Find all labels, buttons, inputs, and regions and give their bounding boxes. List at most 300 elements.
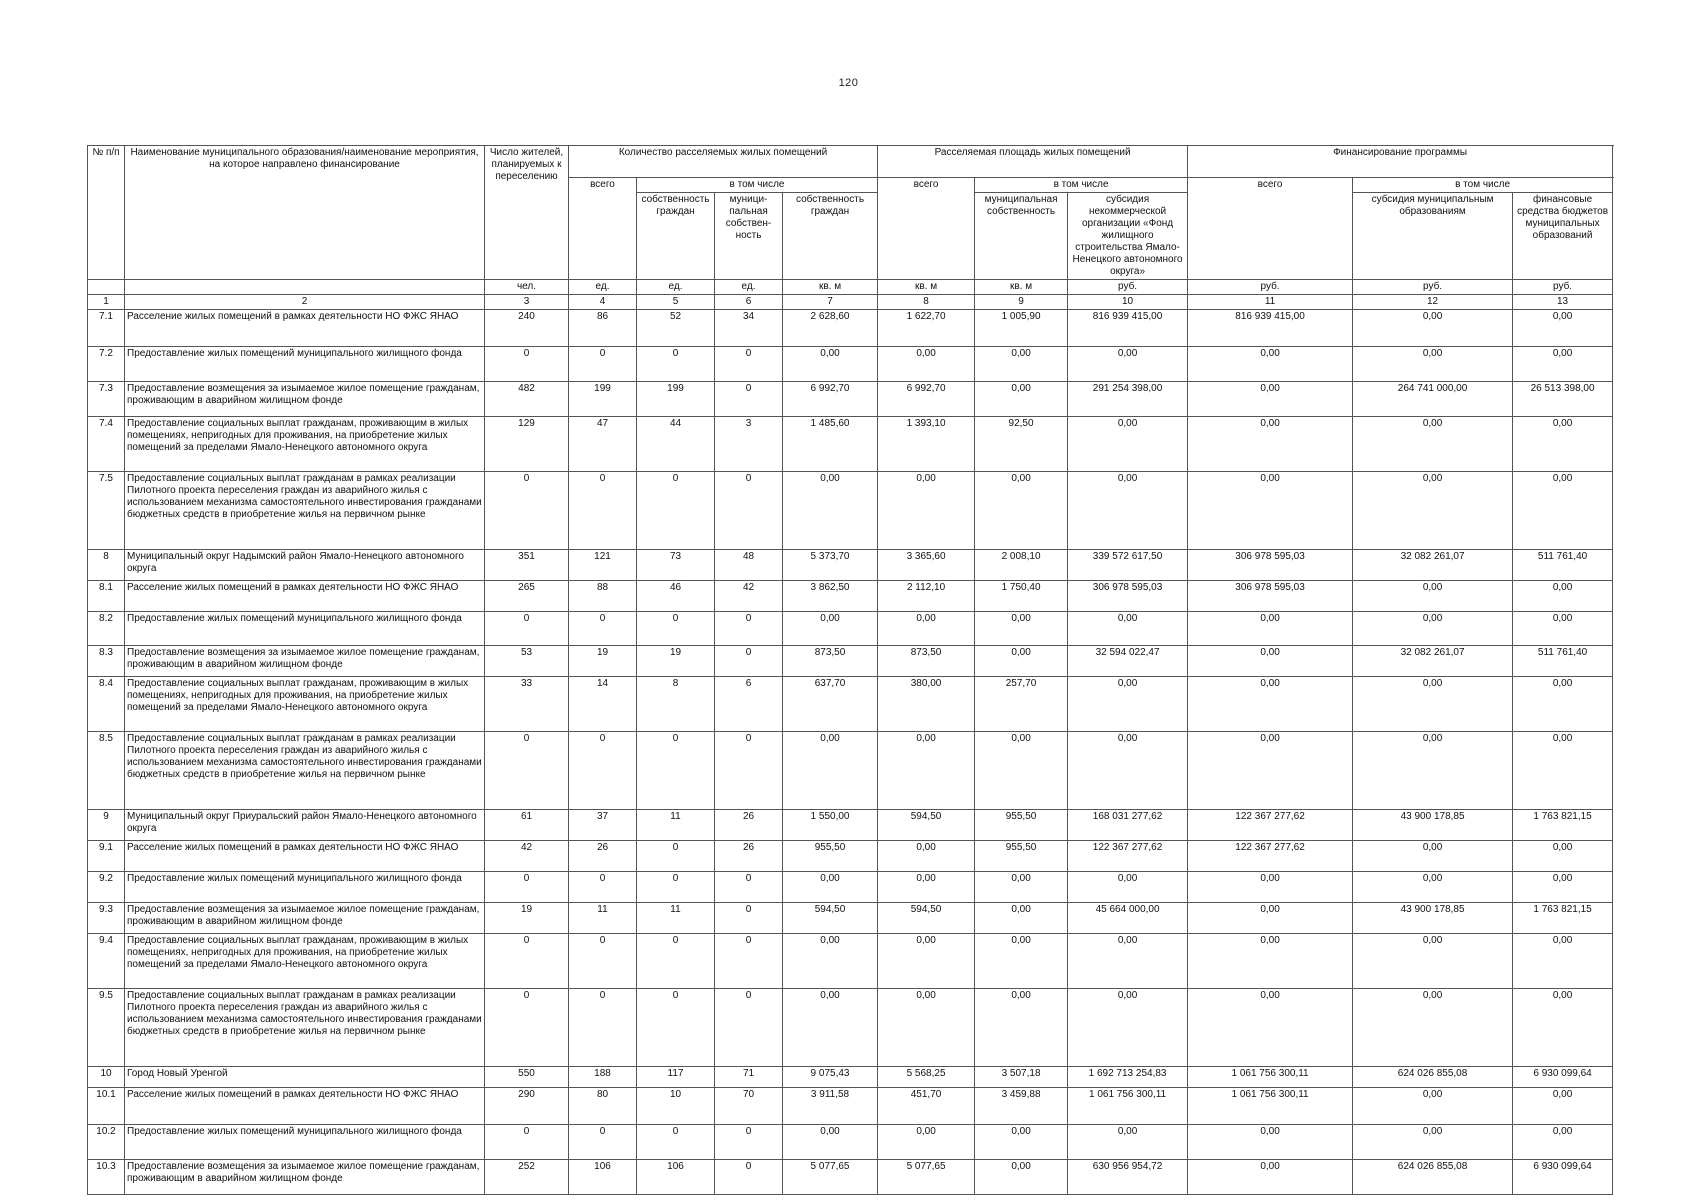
row-number: 7.2 [88,347,125,382]
header-num: № п/п [88,146,125,280]
table-row [88,732,1613,810]
row-value: 0,00 [975,903,1068,934]
row-value: 0,00 [1353,1088,1513,1125]
row-value: 0,00 [975,472,1068,550]
row-value: 47 [569,417,637,472]
row-value: 129 [485,417,569,472]
row-value: 5 373,70 [783,550,878,581]
row-value: 88 [569,581,637,612]
table-row [88,1088,1613,1125]
row-value: 80 [569,1088,637,1125]
row-value: 73 [637,550,715,581]
row-value: 0,00 [1513,310,1613,347]
row-value: 2 628,60 [783,310,878,347]
table-header [88,146,1613,310]
row-value: 240 [485,310,569,347]
row-value: 511 761,40 [1513,550,1613,581]
row-value: 70 [715,1088,783,1125]
row-value: 106 [569,1160,637,1195]
row-value: 71 [715,1067,783,1088]
row-value: 1 550,00 [783,810,878,841]
row-value: 0,00 [1188,989,1353,1067]
row-value: 0,00 [1068,872,1188,903]
row-value: 0,00 [878,872,975,903]
row-value: 0 [715,347,783,382]
row-value: 19 [637,646,715,677]
col-number: 1 [88,295,125,310]
row-value: 92,50 [975,417,1068,472]
row-value: 26 [569,841,637,872]
row-number: 8.5 [88,732,125,810]
row-value: 188 [569,1067,637,1088]
row-value: 199 [637,382,715,417]
row-value: 0,00 [1068,472,1188,550]
row-value: 1 750,40 [975,581,1068,612]
row-value: 0 [637,347,715,382]
unit-cell: кв. м [783,280,878,295]
row-value: 511 761,40 [1513,646,1613,677]
row-number: 7.4 [88,417,125,472]
row-value: 0,00 [1068,934,1188,989]
row-value: 10 [637,1088,715,1125]
table-row [88,841,1613,872]
row-value: 0,00 [1353,732,1513,810]
row-value: 252 [485,1160,569,1195]
row-value: 0,00 [1513,1125,1613,1160]
row-value: 1 393,10 [878,417,975,472]
row-value: 0,00 [1513,841,1613,872]
row-value: 0,00 [1068,347,1188,382]
row-value: 306 978 595,03 [1068,581,1188,612]
row-value: 3 862,50 [783,581,878,612]
row-number: 9.2 [88,872,125,903]
row-value: 0 [637,472,715,550]
row-value: 61 [485,810,569,841]
table-row [88,677,1613,732]
row-value: 0,00 [783,347,878,382]
row-value: 122 367 277,62 [1188,841,1353,872]
units-row [88,280,1613,295]
row-value: 0,00 [1188,934,1353,989]
row-value: 1 622,70 [878,310,975,347]
row-value: 0,00 [1353,989,1513,1067]
row-value: 0,00 [783,934,878,989]
row-value: 5 077,65 [783,1160,878,1195]
row-value: 5 568,25 [878,1067,975,1088]
row-value: 48 [715,550,783,581]
row-value: 0 [569,472,637,550]
page-number: 120 [838,77,859,89]
row-value: 26 [715,810,783,841]
row-value: 32 594 022,47 [1068,646,1188,677]
row-value: 0,00 [1513,417,1613,472]
row-value: 0,00 [975,612,1068,646]
row-value: 550 [485,1067,569,1088]
unit-cell: руб. [1188,280,1353,295]
row-value: 637,70 [783,677,878,732]
row-value: 0 [485,612,569,646]
row-value: 3 365,60 [878,550,975,581]
row-value: 0,00 [878,612,975,646]
financing-table [87,145,1613,1195]
row-value: 42 [485,841,569,872]
row-value: 32 082 261,07 [1353,646,1513,677]
header-area-incl: в том числе [975,178,1188,193]
row-value: 0,00 [1188,646,1353,677]
row-value: 291 254 398,00 [1068,382,1188,417]
row-name: Предоставление жилых помещений муниципального жилищного фонда [125,1125,485,1160]
row-value: 0 [485,872,569,903]
header-fin-budget: финансовые средства бюджетов муниципальных образований [1513,193,1613,280]
row-value: 1 061 756 300,11 [1068,1088,1188,1125]
row-value: 1 763 821,15 [1513,903,1613,934]
row-name: Предоставление возмещения за изымаемое жилое помещение гражданам, проживающим в аварийном жилищном фонде [125,1160,485,1195]
row-value: 0,00 [1513,989,1613,1067]
row-value: 0,00 [1513,472,1613,550]
col-number: 9 [975,295,1068,310]
row-value: 873,50 [783,646,878,677]
row-value: 0,00 [975,872,1068,903]
row-value: 42 [715,581,783,612]
row-value: 3 [715,417,783,472]
row-name: Предоставление жилых помещений муниципального жилищного фонда [125,612,485,646]
col-number: 11 [1188,295,1353,310]
row-value: 630 956 954,72 [1068,1160,1188,1195]
row-value: 168 031 277,62 [1068,810,1188,841]
row-value: 0 [569,934,637,989]
row-value: 6 992,70 [878,382,975,417]
row-value: 0 [637,612,715,646]
header-area-total: всего [878,178,975,280]
header-qty-incl: в том числе [637,178,878,193]
row-value: 3 459,88 [975,1088,1068,1125]
row-value: 19 [569,646,637,677]
row-value: 0 [637,732,715,810]
row-value: 0,00 [1353,417,1513,472]
row-value: 0,00 [1068,732,1188,810]
row-value: 0,00 [1188,417,1353,472]
col-number: 7 [783,295,878,310]
row-value: 0,00 [975,382,1068,417]
row-value: 0,00 [1068,612,1188,646]
row-value: 0,00 [975,934,1068,989]
row-value: 122 367 277,62 [1188,810,1353,841]
row-value: 2 008,10 [975,550,1068,581]
row-value: 0 [485,347,569,382]
row-value: 306 978 595,03 [1188,550,1353,581]
header-area-municipal: муниципальная собственность [975,193,1068,280]
row-number: 9 [88,810,125,841]
row-value: 0,00 [1068,989,1188,1067]
row-value: 1 692 713 254,83 [1068,1067,1188,1088]
unit-cell: кв. м [975,280,1068,295]
header-qty-total: всего [569,178,637,280]
row-value: 0,00 [1188,872,1353,903]
header-group-fin: Финансирование программы [1188,146,1613,178]
row-value: 0 [485,989,569,1067]
row-value: 1 061 756 300,11 [1188,1067,1353,1088]
row-value: 0,00 [1068,677,1188,732]
row-value: 0 [485,732,569,810]
row-value: 0 [715,612,783,646]
table-row [88,810,1613,841]
row-value: 5 077,65 [878,1160,975,1195]
row-value: 873,50 [878,646,975,677]
row-value: 0,00 [1188,382,1353,417]
row-value: 0 [715,903,783,934]
row-value: 14 [569,677,637,732]
table-row [88,417,1613,472]
row-value: 26 513 398,00 [1513,382,1613,417]
row-value: 121 [569,550,637,581]
unit-cell: руб. [1513,280,1613,295]
row-value: 106 [637,1160,715,1195]
row-number: 10.3 [88,1160,125,1195]
row-name: Предоставление жилых помещений муниципального жилищного фонда [125,872,485,903]
row-value: 0,00 [783,872,878,903]
row-value: 11 [637,810,715,841]
row-value: 0,00 [1353,841,1513,872]
row-value: 0,00 [1513,612,1613,646]
row-value: 2 112,10 [878,581,975,612]
col-number: 4 [569,295,637,310]
row-value: 955,50 [975,841,1068,872]
header-group-area: Расселяемая площадь жилых помещений [878,146,1188,178]
row-value: 0,00 [1188,1125,1353,1160]
row-number: 9.1 [88,841,125,872]
header-qty-municipal: муници-пальная собствен-ность [715,193,783,280]
row-value: 0 [569,1125,637,1160]
table-row [88,310,1613,347]
row-value: 0 [715,382,783,417]
table-row [88,872,1613,903]
row-value: 0,00 [1068,417,1188,472]
col-number: 2 [125,295,485,310]
row-value: 482 [485,382,569,417]
row-value: 0 [569,989,637,1067]
row-number: 8.2 [88,612,125,646]
header-qty-own: собственность граждан [637,193,715,280]
row-value: 0 [637,934,715,989]
row-value: 34 [715,310,783,347]
row-value: 26 [715,841,783,872]
row-name: Предоставление социальных выплат гражданам в рамках реализации Пилотного проекта переселения граждан из аварийного жилья с использованием механизма самостоятельного инвестирования гражданами бюджетных средств в приобретение жилья на первичном рынке [125,989,485,1067]
row-value: 0,00 [878,347,975,382]
row-number: 7.5 [88,472,125,550]
row-name: Расселение жилых помещений в рамках деятельности НО ФЖС ЯНАО [125,310,485,347]
row-value: 86 [569,310,637,347]
row-number: 10 [88,1067,125,1088]
row-value: 0 [715,934,783,989]
row-value: 0 [485,934,569,989]
row-number: 8.4 [88,677,125,732]
row-value: 117 [637,1067,715,1088]
row-value: 0,00 [1513,677,1613,732]
row-value: 0,00 [1188,1160,1353,1195]
row-value: 816 939 415,00 [1068,310,1188,347]
row-value: 32 082 261,07 [1353,550,1513,581]
header-subsidy-fund: субсидия некоммерческой организации «Фонд жилищного строительства Ямало-Ненецкого автономного округа» [1068,193,1188,280]
table-row [88,581,1613,612]
row-number: 9.3 [88,903,125,934]
row-value: 257,70 [975,677,1068,732]
row-value: 6 930 099,64 [1513,1067,1613,1088]
unit-cell: руб. [1068,280,1188,295]
table-row [88,646,1613,677]
row-value: 0 [715,872,783,903]
row-value: 339 572 617,50 [1068,550,1188,581]
unit-cell [125,280,485,295]
header-area-own: собственность граждан [783,193,878,280]
row-value: 44 [637,417,715,472]
col-number: 5 [637,295,715,310]
table-row [88,612,1613,646]
row-value: 0,00 [1353,310,1513,347]
row-value: 0 [569,732,637,810]
row-number: 9.4 [88,934,125,989]
col-number: 12 [1353,295,1513,310]
header-fin-incl: в том числе [1353,178,1613,193]
row-value: 46 [637,581,715,612]
row-value: 6 930 099,64 [1513,1160,1613,1195]
row-value: 0,00 [1188,612,1353,646]
unit-cell: кв. м [878,280,975,295]
row-name: Расселение жилых помещений в рамках деятельности НО ФЖС ЯНАО [125,1088,485,1125]
row-value: 0,00 [1353,472,1513,550]
unit-cell: ед. [637,280,715,295]
table-row [88,989,1613,1067]
table-row [88,934,1613,989]
row-value: 0 [637,989,715,1067]
row-value: 624 026 855,08 [1353,1160,1513,1195]
row-number: 8.1 [88,581,125,612]
row-value: 0,00 [878,989,975,1067]
row-value: 265 [485,581,569,612]
row-value: 290 [485,1088,569,1125]
row-value: 0 [569,612,637,646]
row-value: 594,50 [878,903,975,934]
row-value: 0 [637,841,715,872]
unit-cell: чел. [485,280,569,295]
row-value: 1 005,90 [975,310,1068,347]
row-value: 9 075,43 [783,1067,878,1088]
row-number: 10.1 [88,1088,125,1125]
row-name: Предоставление возмещения за изымаемое жилое помещение гражданам, проживающим в аварийном жилищном фонде [125,903,485,934]
column-numbers-row [88,295,1613,310]
header-name: Наименование муниципального образования/наименование мероприятия, на которое направлено финансирование [125,146,485,280]
row-value: 0,00 [1513,347,1613,382]
row-value: 264 741 000,00 [1353,382,1513,417]
header-subsidy-mun: субсидия муниципальным образованиям [1353,193,1513,280]
row-number: 7.3 [88,382,125,417]
table-row [88,382,1613,417]
row-value: 37 [569,810,637,841]
row-name: Муниципальный округ Надымский район Ямало-Ненецкого автономного округа [125,550,485,581]
row-value: 0,00 [1188,347,1353,382]
row-value: 0,00 [783,1125,878,1160]
row-value: 0,00 [878,472,975,550]
row-value: 0,00 [1513,581,1613,612]
row-number: 8.3 [88,646,125,677]
row-value: 0,00 [975,1160,1068,1195]
row-value: 0 [637,872,715,903]
row-name: Предоставление социальных выплат гражданам в рамках реализации Пилотного проекта переселения граждан из аварийного жилья с использованием механизма самостоятельного инвестирования гражданами бюджетных средств в приобретение жилья на первичном рынке [125,472,485,550]
row-value: 45 664 000,00 [1068,903,1188,934]
row-name: Муниципальный округ Приуральский район Ямало-Ненецкого автономного округа [125,810,485,841]
unit-cell [88,280,125,295]
col-number: 13 [1513,295,1613,310]
row-name: Расселение жилых помещений в рамках деятельности НО ФЖС ЯНАО [125,581,485,612]
row-value: 11 [637,903,715,934]
unit-cell: ед. [715,280,783,295]
row-value: 43 900 178,85 [1353,903,1513,934]
row-value: 0,00 [975,347,1068,382]
row-value: 0,00 [1513,1088,1613,1125]
row-value: 0 [715,472,783,550]
unit-cell: руб. [1353,280,1513,295]
row-value: 0,00 [975,732,1068,810]
row-value: 19 [485,903,569,934]
row-value: 0,00 [1353,872,1513,903]
row-value: 0,00 [1068,1125,1188,1160]
row-value: 306 978 595,03 [1188,581,1353,612]
header-residents: Число жителей, планируемых к переселению [485,146,569,280]
row-value: 816 939 415,00 [1188,310,1353,347]
row-value: 0,00 [1188,903,1353,934]
row-value: 3 911,58 [783,1088,878,1125]
row-value: 594,50 [783,903,878,934]
row-name: Предоставление социальных выплат гражданам, проживающим в жилых помещениях, непригодных для проживания, на приобретение жилых помещений за пределами Ямало-Ненецкого автономного округа [125,677,485,732]
row-value: 0,00 [975,989,1068,1067]
row-value: 52 [637,310,715,347]
row-value: 955,50 [783,841,878,872]
row-value: 0,00 [1353,612,1513,646]
row-value: 0 [485,472,569,550]
row-value: 0,00 [878,1125,975,1160]
unit-cell: ед. [569,280,637,295]
row-name: Предоставление социальных выплат гражданам, проживающим в жилых помещениях, непригодных для проживания, на приобретение жилых помещений за пределами Ямало-Ненецкого автономного округа [125,934,485,989]
table-row [88,903,1613,934]
row-value: 122 367 277,62 [1068,841,1188,872]
table-row [88,472,1613,550]
row-value: 0,00 [1353,1125,1513,1160]
row-value: 6 [715,677,783,732]
row-name: Город Новый Уренгой [125,1067,485,1088]
row-value: 0 [569,872,637,903]
row-value: 0,00 [975,1125,1068,1160]
row-value: 0 [715,1125,783,1160]
row-value: 0,00 [783,732,878,810]
row-value: 0 [715,732,783,810]
row-value: 451,70 [878,1088,975,1125]
row-name: Предоставление возмещения за изымаемое жилое помещение гражданам, проживающим в аварийном жилищном фонде [125,646,485,677]
row-value: 624 026 855,08 [1353,1067,1513,1088]
row-value: 0,00 [1353,677,1513,732]
row-name: Расселение жилых помещений в рамках деятельности НО ФЖС ЯНАО [125,841,485,872]
row-value: 0 [715,989,783,1067]
table-row [88,347,1613,382]
col-number: 10 [1068,295,1188,310]
row-value: 0,00 [1353,934,1513,989]
row-value: 0,00 [878,732,975,810]
col-number: 6 [715,295,783,310]
row-value: 594,50 [878,810,975,841]
row-value: 0,00 [1188,472,1353,550]
row-name: Предоставление социальных выплат гражданам, проживающим в жилых помещениях, непригодных для проживания, на приобретение жилых помещений за пределами Ямало-Ненецкого автономного округа [125,417,485,472]
row-value: 0 [715,646,783,677]
row-value: 0 [637,1125,715,1160]
col-number: 8 [878,295,975,310]
